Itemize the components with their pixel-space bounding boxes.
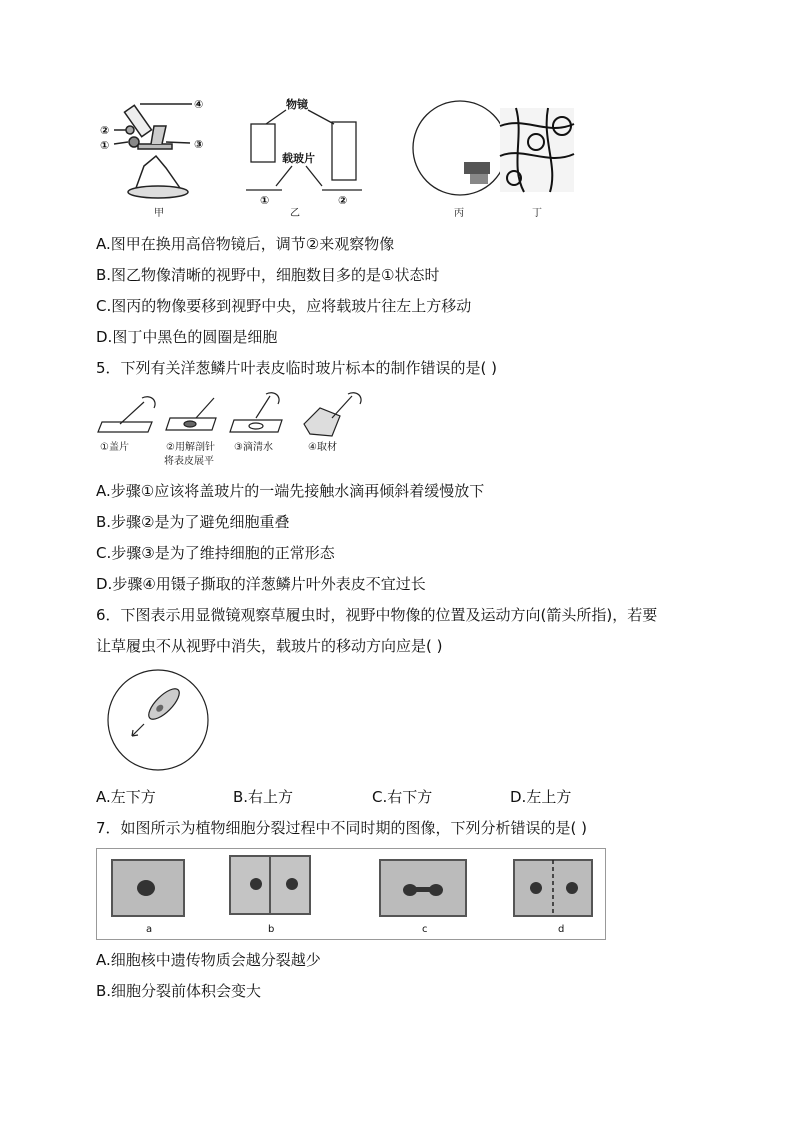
label-slide: 载玻片	[282, 152, 315, 165]
label-objective: 物镜	[286, 98, 308, 111]
cell-bubbles-diagram	[500, 108, 574, 192]
label-y2: ②	[338, 194, 348, 207]
caption-ding: 丁	[532, 208, 542, 219]
label-1: ①	[100, 139, 110, 152]
q5-option-a: A.步骤①应该将盖玻片的一端先接触水滴再倾斜着缓慢放下	[96, 482, 485, 500]
q6-paramecium-figure	[106, 668, 210, 772]
q7-option-a: A.细胞核中遗传物质会越分裂越少	[96, 951, 321, 969]
q6-option-c: C.右下方	[372, 788, 433, 806]
label-2: ②	[100, 124, 110, 137]
q5-option-d: D.步骤④用镊子撕取的洋葱鳞片叶外表皮不宜过长	[96, 575, 426, 593]
q4-option-c: C.图丙的物像要移到视野中央，应将载玻片往左上方移动	[96, 297, 472, 315]
q5-stem: 5．下列有关洋葱鳞片叶表皮临时玻片标本的制作错误的是( )	[96, 359, 498, 377]
step-4-label: ④取材	[308, 442, 337, 453]
fig-label-b: b	[268, 924, 275, 935]
q6-stem-line1: 6．下图表示用显微镜观察草履虫时，视野中物像的位置及运动方向(箭头所指)，若要	[96, 606, 658, 624]
step-2-label: ②用解剖针	[166, 442, 215, 453]
field-of-view-diagram	[413, 101, 507, 195]
caption-jia: 甲	[154, 208, 164, 219]
q4-option-b: B.图乙物像清晰的视野中，细胞数目多的是①状态时	[96, 266, 440, 284]
fig-label-d: d	[558, 924, 565, 935]
microscope-diagram	[114, 104, 192, 198]
step-3-label: ③滴清水	[234, 442, 273, 453]
q7-option-b: B.细胞分裂前体积会变大	[96, 982, 262, 1000]
label-3: ③	[194, 138, 204, 151]
objective-lens-diagram	[246, 110, 362, 190]
fig-label-c: c	[422, 924, 428, 935]
q6-stem-line2: 让草履虫不从视野中消失，载玻片的移动方向应是( )	[96, 637, 443, 655]
q7-cell-division-figure	[96, 848, 606, 940]
q7-stem: 7．如图所示为植物细胞分裂过程中不同时期的图像，下列分析错误的是( )	[96, 819, 588, 837]
label-y1: ①	[260, 194, 270, 207]
label-4: ④	[194, 98, 204, 111]
q4-option-a: A.图甲在换用高倍物镜后，调节②来观察物像	[96, 235, 395, 253]
caption-bing: 丙	[454, 208, 464, 219]
q5-option-c: C.步骤③是为了维持细胞的正常形态	[96, 544, 335, 562]
q5-option-b: B.步骤②是为了避免细胞重叠	[96, 513, 290, 531]
q4-option-d: D.图丁中黑色的圆圈是细胞	[96, 328, 278, 346]
caption-yi: 乙	[290, 208, 300, 219]
q5-steps-figure	[96, 388, 386, 470]
step-2-label-line2: 将表皮展平	[164, 456, 214, 467]
q6-option-d: D.左上方	[510, 788, 572, 806]
step-1-label: ①盖片	[100, 442, 129, 453]
q4-figure	[96, 96, 586, 226]
q6-option-b: B.右上方	[233, 788, 294, 806]
fig-label-a: a	[146, 924, 153, 935]
q6-option-a: A.左下方	[96, 788, 156, 806]
